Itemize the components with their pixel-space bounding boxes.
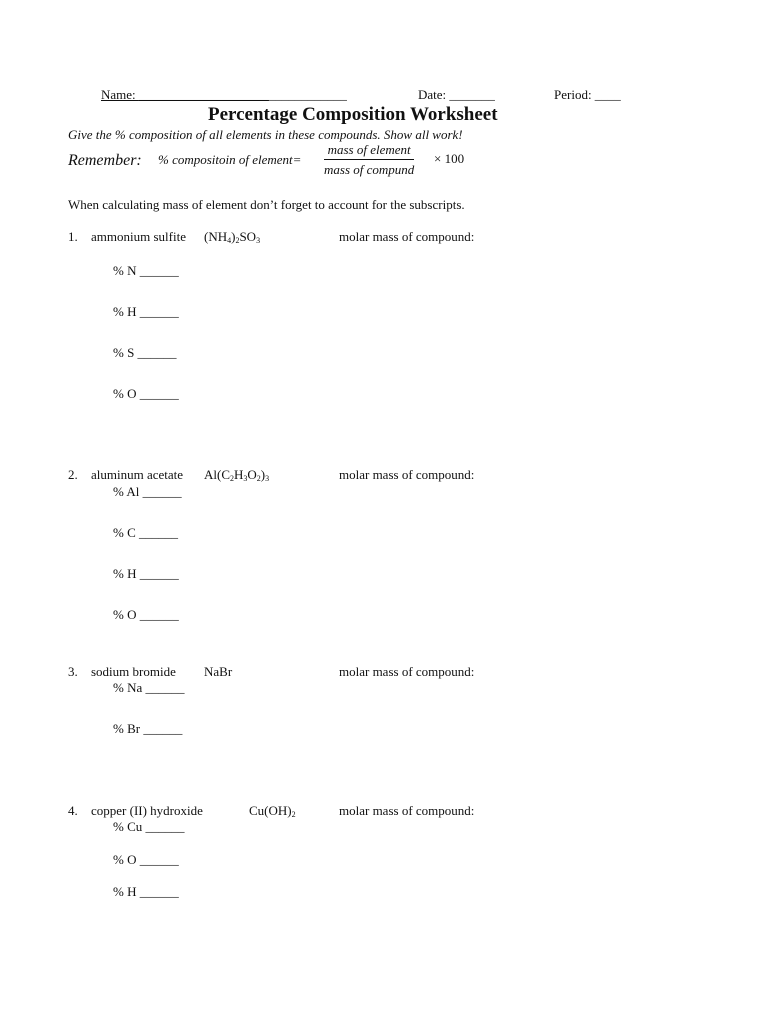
problem-4-molar-mass: molar mass of compound:: [339, 803, 475, 818]
problem-4-line-1[interactable]: % Cu ______: [113, 819, 185, 834]
name-field[interactable]: [101, 87, 347, 103]
problem-2-name: aluminum acetate: [91, 467, 184, 482]
problem-3-molar-mass: molar mass of compound:: [339, 664, 475, 679]
problem-2-number: 2.: [68, 467, 78, 482]
problem-2-line-1[interactable]: % Al ______: [113, 484, 182, 499]
page-title: Percentage Composition Worksheet: [208, 104, 498, 125]
subscript-note: When calculating mass of element don’t forget to account for the subscripts.: [68, 197, 465, 212]
name-label: Name:: [101, 87, 139, 102]
problem-1-molar-mass: molar mass of compound:: [339, 229, 475, 244]
problem-1-name: ammonium sulfite: [91, 229, 186, 244]
problem-1-line-2[interactable]: % H ______: [113, 304, 179, 319]
problem-3-line-1[interactable]: % Na ______: [113, 680, 185, 695]
formula-fraction: [324, 142, 414, 178]
problem-1-line-4[interactable]: % O ______: [113, 386, 179, 401]
remember-label: Remember:: [68, 152, 142, 169]
formula-lhs: % compositoin of element=: [158, 152, 302, 167]
name-blank: ____________________: [138, 87, 269, 102]
problem-1-line-3[interactable]: % S ______: [113, 345, 177, 360]
name-blank-extra: ____________: [268, 87, 347, 102]
problem-4-line-3[interactable]: % H ______: [113, 884, 179, 899]
problem-4-name: copper (II) hydroxide: [91, 803, 203, 818]
formula-multiplier: × 100: [434, 151, 465, 166]
problem-1-formula: $(NH_4)_2SO_3$: [204, 229, 261, 245]
problem-1-number: 1.: [68, 229, 78, 244]
period-field[interactable]: Period: ____: [554, 87, 621, 102]
problem-4-line-2[interactable]: % O ______: [113, 852, 179, 867]
formula-numerator: mass of element: [324, 142, 414, 160]
problem-4-number: 4.: [68, 803, 78, 818]
date-field[interactable]: Date: _______: [418, 87, 495, 102]
problem-2-line-3[interactable]: % H ______: [113, 566, 179, 581]
problem-2-line-4[interactable]: % O ______: [113, 607, 179, 622]
problem-3-name: sodium bromide: [91, 664, 176, 679]
instructions: Give the % composition of all elements in these compounds. Show all work!: [68, 127, 463, 142]
problem-2-formula: $Al(C_2H_3O_2)_3$: [204, 467, 270, 483]
problem-3-number: 3.: [68, 664, 78, 679]
problem-3-formula: NaBr: [204, 664, 233, 679]
problem-4-formula: $Cu(OH)_2$: [249, 803, 296, 819]
problem-3-line-2[interactable]: % Br ______: [113, 721, 183, 736]
problem-2-molar-mass: molar mass of compound:: [339, 467, 475, 482]
problem-2-line-2[interactable]: % C ______: [113, 525, 178, 540]
problem-1-line-1[interactable]: % N ______: [113, 263, 179, 278]
formula-denominator: mass of compund: [324, 162, 415, 177]
